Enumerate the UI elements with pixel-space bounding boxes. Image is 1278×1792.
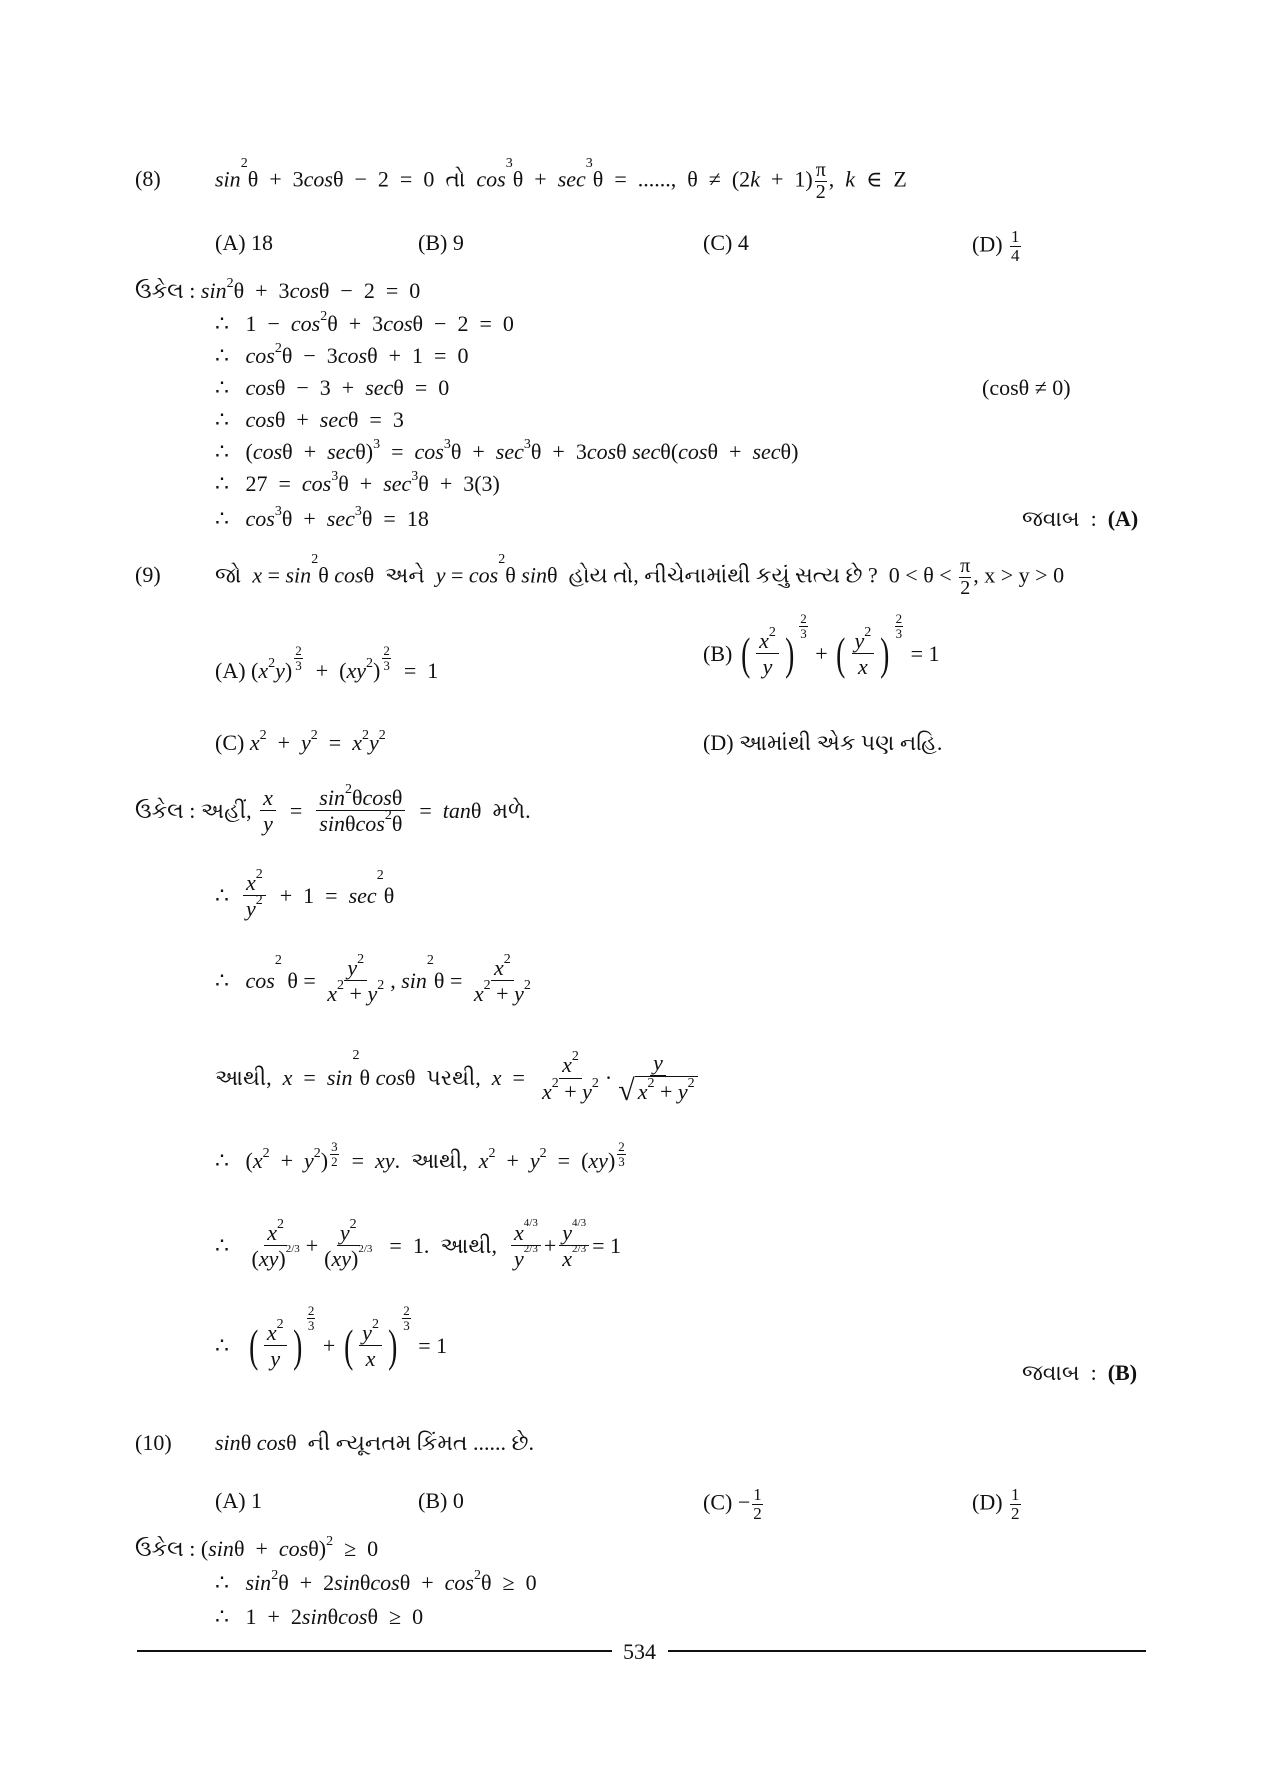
solution-8-line-6: ∴ $(\cos\theta + \sec\theta)^3 = \cos^3\theta + \sec^3\theta + 3\cos\theta$ secθ(cosθ + secθ) (215, 437, 799, 464)
q8-option-c: (C) 4 (703, 230, 749, 255)
question-8-number: (8) (135, 166, 161, 191)
footer-rule-right (668, 1650, 1146, 1652)
question-9-text: જો $x = \sin^2\theta$ cosθ અને $y = \cos^2\theta$ sinθ હોય તો, નીચેનામાંથી કયું સત્ય છે ? 0 < θ < $\frac{\pi}{2}$ , x > y > 0 (215, 552, 1065, 599)
solution-10-line-2: ∴ $\sin^2\theta + 2\sin\theta\cos\theta + \cos^2\theta \ge 0$ (215, 1568, 537, 1595)
solution-8-line-7: ∴ $27 = \cos^3\theta + \sec^3\theta + 3(3)$ (215, 469, 500, 496)
solution-8-line-1: ઉકેલ : $\sin^2\theta + 3\cos\theta - 2 = 0$ (135, 276, 421, 303)
q8-option-a: (A) 18 (215, 230, 274, 255)
q9-option-b: (B) ( $\frac{x^2}{y}$ ) $\frac{2}{3}$ + ( $\frac{y^2}{x}$ ) $\frac{2}{3}$ = 1 (703, 611, 940, 680)
q8-option-d: (D) $\frac{1}{4}$ (972, 227, 1020, 265)
question-10-text: sinθ cosθ ની ન્યૂનતમ કિંમત ...... છે. (215, 1430, 534, 1455)
solution-9-line-1: ઉકેલ : અહીં, $\frac{x}{y}$ = $\frac{\sin^2\theta\cos\theta}{\sin\theta\cos^2\theta}$ = tanθ મળે. (135, 782, 531, 837)
solution-9-line-2: ∴ $\frac{x^2}{y^2}$ + $1 = \sec^2\theta$ (215, 867, 395, 922)
question-8-text: $\sin^2\theta + 3\cos\theta - 2 = 0$ તો $\cos^3\theta + \sec^3\theta$ = ......, θ ≠ (2k + 1) $\frac{\pi}{2}$ , k ∈ Z (215, 156, 907, 203)
solution-label: ઉકેલ (135, 278, 184, 303)
solution-9-line-4: આથી, $x = \sin^2\theta$ cosθ પરથી, x = $\frac{x^2}{x^2 + y^2}$ · y √ $x^2 + y^2$ (215, 1050, 704, 1106)
solution-9-line-6: ∴ $\frac{x^2}{(xy)^{2/3}}$ + $\frac{y^2}{(xy)^{2/3}}$ = 1. આથી, $\frac{x^{4/3}}{y^{2/3}}$ + $\frac{y^{4/3}}{x^{2/3}}$ = 1 (215, 1217, 621, 1272)
q10-option-a: (A) 1 (215, 1488, 263, 1513)
solution-8-line-5: ∴ cosθ + secθ = 3 (215, 407, 404, 432)
q10-option-b: (B) 0 (418, 1488, 464, 1513)
q10-option-d: (D) $\frac{1}{2}$ (972, 1485, 1020, 1523)
solution-9-line-5: ∴ $(x^2 + y^2)$ $\frac{3}{2}$ = xy. આથી, $x^2 + y^2 = (xy)$ $\frac{2}{3}$ (215, 1139, 625, 1173)
solution-8-line-3: ∴ $\cos^2\theta - 3\cos\theta + 1 = 0$ (215, 341, 469, 368)
solution-9-line-7: ∴ ( $\frac{x^2}{y}$ ) $\frac{2}{3}$ + ( $\frac{y^2}{x}$ ) $\frac{2}{3}$ = 1 (215, 1303, 448, 1372)
question-10-number: (10) (135, 1430, 172, 1455)
q8-option-b: (B) 9 (418, 230, 464, 255)
question-9-number: (9) (135, 562, 161, 587)
answer-8: જવાબ : (A) (1022, 506, 1139, 531)
q9-option-c: (C) $x^2 + y^2 = x^2y^2$ (215, 728, 386, 755)
page-number: 534 (623, 1639, 656, 1664)
solution-10-line-3: ∴ 1 + 2sinθcosθ ≥ 0 (215, 1604, 424, 1629)
solution-8-line-4: ∴ cosθ − 3 + secθ = 0 (215, 375, 450, 400)
solution-9-line-3: ∴ $\cos^2 \theta$ = $\frac{y^2}{x^2 + y^2}$ , $\sin^2\theta$ = $\frac{x^2}{x^2 + y^2}$ (215, 952, 531, 1007)
q9-option-d: (D) આમાંથી એક પણ નહિ. (703, 730, 943, 755)
cos-nonzero-note: (cosθ ≠ 0) (982, 375, 1071, 400)
solution-8-line-2: ∴ $1 - \cos^2\theta + 3\cos\theta - 2 = 0$ (215, 309, 514, 336)
answer-9: જવાબ : (B) (1022, 1360, 1138, 1385)
solution-10-line-1: ઉકેલ : $(\sin\theta + \cos\theta)^2 \ge 0$ (135, 1534, 379, 1561)
solution-8-line-8: ∴ $\cos^3\theta + \sec^3\theta = 18$ (215, 504, 429, 531)
q10-option-c: (C) − $\frac{1}{2}$ (703, 1485, 762, 1523)
q9-option-a: (A) $(x^2y)$ $\frac{2}{3}$ + $(xy^2)$ $\frac{2}{3}$ = 1 (215, 643, 439, 683)
footer-rule-left (137, 1650, 612, 1652)
